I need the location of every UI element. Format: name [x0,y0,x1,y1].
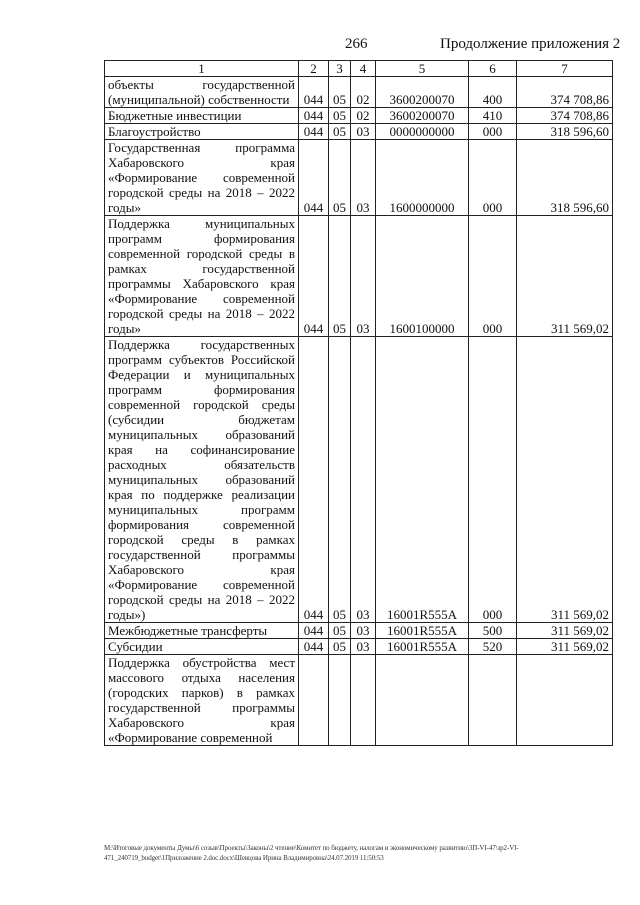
amount: 311 569,02 [517,216,613,337]
table-row [105,639,613,655]
column-header: 4 [351,61,376,77]
target-article-code: 1600100000 [376,216,469,337]
expense-type-code: 000 [469,140,517,216]
ministry-code: 044 [299,140,329,216]
subsection-code: 03 [351,140,376,216]
target-article-code: 16001R555A [376,337,469,623]
row-name: Государственная программа Хабаровского края «Формирование современной городской среды на 2018 – 2022 годы» [105,140,299,216]
subsection-code: 02 [351,77,376,108]
ministry-code: 044 [299,623,329,639]
ministry-code: 044 [299,108,329,124]
appendix-continuation-title: Продолжение приложения 2 [440,36,621,52]
column-header: 7 [517,61,613,77]
page-number: 266 [345,36,368,52]
subsection-code: 03 [351,623,376,639]
ministry-code: 044 [299,124,329,140]
budget-table [104,60,613,746]
row-name: Межбюджетные трансферты [105,623,299,639]
amount [517,655,613,746]
ministry-code: 044 [299,77,329,108]
column-header: 1 [105,61,299,77]
expense-type-code: 400 [469,77,517,108]
section-code: 05 [329,108,351,124]
expense-type-code: 000 [469,216,517,337]
subsection-code: 02 [351,108,376,124]
amount: 311 569,02 [517,623,613,639]
table-row [105,108,613,124]
ministry-code [299,655,329,746]
target-article-code: 16001R555A [376,623,469,639]
amount: 318 596,60 [517,140,613,216]
row-name: объекты государственной (муниципальной) собственности [105,77,299,108]
amount: 311 569,02 [517,337,613,623]
amount: 374 708,86 [517,108,613,124]
row-name: Поддержка муниципальных программ формирования современной городской среды в рамках государственной программы Хабаровского края «Формирование современной городской среды на 2018 – 2022 годы» [105,216,299,337]
column-header: 5 [376,61,469,77]
target-article-code: 0000000000 [376,124,469,140]
subsection-code: 03 [351,216,376,337]
section-code: 05 [329,140,351,216]
expense-type-code: 500 [469,623,517,639]
table-row [105,140,613,216]
section-code: 05 [329,623,351,639]
row-name: Поддержка обустройства мест массового отдыха населения (городских парков) в рамках государственной программы Хабаровского края «Формирование современной [105,655,299,746]
table-row [105,77,613,108]
expense-type-code: 000 [469,124,517,140]
row-name: Благоустройство [105,124,299,140]
expense-type-code: 000 [469,337,517,623]
expense-type-code [469,655,517,746]
subsection-code: 03 [351,124,376,140]
expense-type-code: 520 [469,639,517,655]
section-code: 05 [329,77,351,108]
subsection-code: 03 [351,639,376,655]
expense-type-code: 410 [469,108,517,124]
table-row [105,655,613,746]
subsection-code: 03 [351,337,376,623]
ministry-code: 044 [299,216,329,337]
table-header-row [105,61,613,77]
amount: 318 596,60 [517,124,613,140]
amount: 311 569,02 [517,639,613,655]
table-row [105,124,613,140]
subsection-code [351,655,376,746]
section-code: 05 [329,216,351,337]
target-article-code: 1600000000 [376,140,469,216]
table-row [105,216,613,337]
table-row [105,337,613,623]
section-code: 05 [329,639,351,655]
target-article-code: 3600200070 [376,108,469,124]
column-header: 6 [469,61,517,77]
target-article-code: 3600200070 [376,77,469,108]
target-article-code [376,655,469,746]
ministry-code: 044 [299,337,329,623]
column-header: 3 [329,61,351,77]
table-row [105,623,613,639]
column-header: 2 [299,61,329,77]
section-code: 05 [329,124,351,140]
section-code [329,655,351,746]
row-name: Бюджетные инвестиции [105,108,299,124]
document-path-footer: M:\Итоговые документы Думы\6 созыв\Проекты\Законы\2 чтение\Комитет по бюджету, налогам и экономическому развитию\3П-VI-47\зр2-VI-471_240719_budget\1Приложение 2.doc.docx\Шевцова Ирина Владимировна\24.07.2019 11:50:53 [104,844,519,862]
ministry-code: 044 [299,639,329,655]
section-code: 05 [329,337,351,623]
row-name: Поддержка государственных программ субъектов Российской Федерации и муниципальных программ формирования современной городской среды (субсидии бюджетам муниципальных образований края на софинансирование расходных обязательств муниципальных образований края по поддержке реализации муниципальных программ формирования современной городской среды в рамках государственной программы Хабаровского края «Формирование современной городской среды на 2018 – 2022 годы») [105,337,299,623]
row-name: Субсидии [105,639,299,655]
amount: 374 708,86 [517,77,613,108]
target-article-code: 16001R555A [376,639,469,655]
